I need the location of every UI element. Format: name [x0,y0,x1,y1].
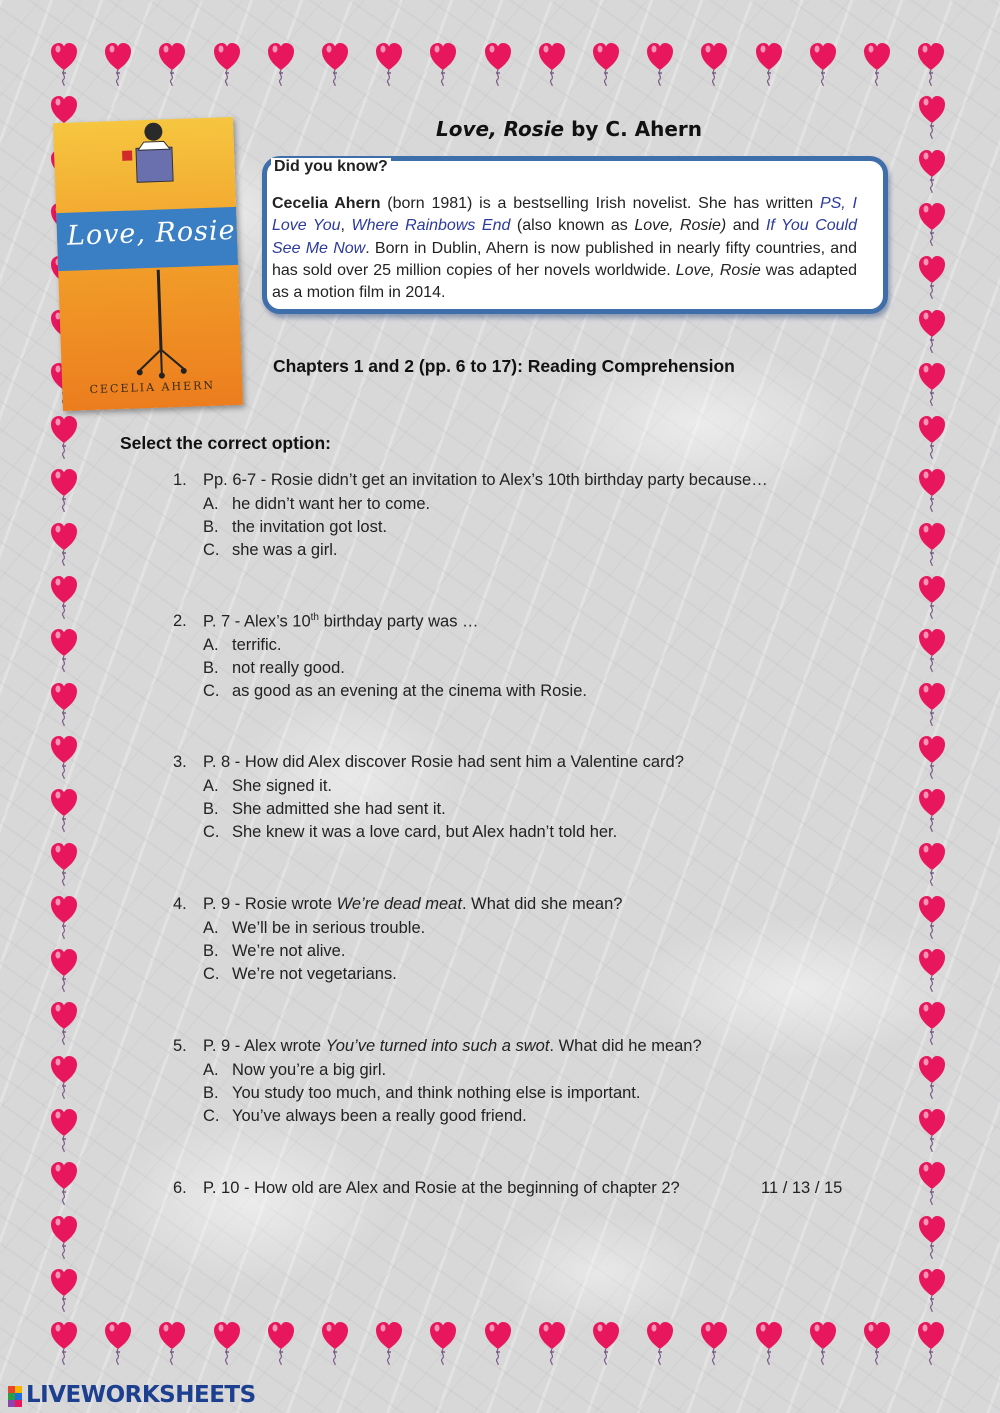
liveworksheets-logo[interactable]: LIVEWORKSHEETS [26,1382,256,1408]
heart-balloon-icon [863,1321,891,1365]
stem-part: P. 9 - Alex wrote [203,1037,326,1055]
option-c[interactable] [203,823,617,842]
heart-balloon-icon [918,1108,946,1152]
option-text: the invitation got lost. [232,518,388,536]
option-letter: C. [203,1107,220,1125]
film-title: Love, Rosie [675,261,761,279]
heart-balloon-icon [50,895,78,939]
heart-balloon-icon [50,1268,78,1312]
heart-balloon-icon [863,42,891,86]
heart-balloon-icon [646,42,674,86]
instructions: Select the correct option: [120,433,332,453]
option-letter: C. [203,823,220,841]
woman-figure-icon [113,118,196,211]
option-text: terrific. [232,636,282,654]
option-text: he didn’t want her to come. [232,495,431,513]
heart-balloon-icon [50,468,78,512]
author-name: Cecelia Ahern [272,195,381,212]
heart-balloon-icon [917,1321,945,1365]
heart-balloon-icon [321,1321,349,1365]
option-text: Now you’re a big girl. [232,1061,387,1079]
heart-balloon-icon [809,42,837,86]
heart-balloon-icon [50,415,78,459]
question-stem [203,612,479,632]
heart-balloon-icon [50,1055,78,1099]
option-text: She signed it. [232,777,332,795]
heart-balloon-icon [918,575,946,619]
stem-superscript: th [310,612,319,623]
option-b[interactable] [203,518,387,537]
question-stem [203,895,622,914]
option-a[interactable] [203,495,430,514]
heart-balloon-icon [592,42,620,86]
heart-balloon-icon [104,1321,132,1365]
did-you-know-text [272,193,857,304]
page-title [436,117,702,141]
option-text: We’re not alive. [232,942,346,960]
cover-title: Love, Rosie [66,214,237,252]
heart-balloon-icon [321,42,349,86]
heart-balloon-icon [484,1321,512,1365]
text-span: (born 1981) is a bestselling Irish novelist. She has written [380,195,820,212]
stem-part: . What did she mean? [461,895,623,913]
text-span: . Born in Dublin, Ahern is now published in nearly fifty countries, and has sold over 25 million copies of her novels worldwide. [272,239,858,279]
option-letter: A. [203,1061,219,1079]
option-text: We’ll be in serious trouble. [232,919,426,937]
heart-balloon-icon [213,42,241,86]
heart-balloon-icon [213,1321,241,1365]
heart-balloon-icon [918,1215,946,1259]
heart-balloon-icon [267,42,295,86]
option-letter: C. [203,682,220,700]
heart-balloon-icon [50,1215,78,1259]
heart-balloon-icon [375,42,403,86]
heart-balloon-icon [918,895,946,939]
heart-balloon-icon [429,42,457,86]
option-c[interactable] [203,1107,527,1126]
heart-balloon-icon [50,1001,78,1045]
option-letter: A. [203,636,219,654]
heart-balloon-icon [429,1321,457,1365]
book-title: Love, Rosie) [634,217,727,235]
heart-balloon-icon [918,948,946,992]
option-letter: B. [203,800,219,818]
book-cover-image [53,117,243,411]
question-number: 6. [173,1179,187,1197]
heart-balloon-icon [50,842,78,886]
heart-balloon-icon [375,1321,403,1365]
heart-balloon-icon [918,415,946,459]
stem-quote: We’re dead meat [336,895,462,913]
heart-balloon-icon [918,95,946,139]
book-title: PS, I Love You [272,195,857,235]
heart-balloon-icon [50,948,78,992]
option-text: We’re not vegetarians. [232,965,397,983]
stem-part: P. 9 - Rosie wrote [203,895,337,913]
text-span: and [726,217,766,235]
option-text: You’ve always been a really good friend. [232,1107,527,1125]
heart-balloon-icon [50,1321,78,1365]
stem-part: . What did he mean? [549,1037,702,1055]
question-stem [203,1037,702,1056]
heart-balloon-icon [918,522,946,566]
liveworksheets-badge-icon [8,1386,22,1408]
option-b[interactable] [203,800,446,819]
book-title: If You Could See Me Now [272,217,858,257]
option-letter: B. [203,942,219,960]
text-span: was adapted as a motion film in 2014. [272,261,858,302]
option-letter: C. [203,965,220,983]
heart-balloon-icon [50,522,78,566]
option-text: as good as an evening at the cinema with Rosie. [232,682,587,700]
heart-balloon-icon [918,682,946,726]
heart-balloon-icon [538,1321,566,1365]
question-number: 3. [173,753,187,771]
heart-balloon-icon [918,255,946,299]
did-you-know-label: Did you know? [271,158,391,176]
heart-balloon-icon [755,1321,783,1365]
question-number: 2. [173,612,187,630]
option-letter: A. [203,919,219,937]
option-text: She knew it was a love card, but Alex hadn’t told her. [232,823,618,841]
heart-balloon-icon [918,788,946,832]
text-span: , [340,217,352,235]
heart-balloon-icon [918,1001,946,1045]
option-c[interactable] [203,965,397,984]
option-letter: A. [203,777,219,795]
question-number: 4. [173,895,187,913]
heart-balloon-icon [917,42,945,86]
heart-balloon-icon [918,842,946,886]
stem-quote: You’ve turned into such a swot [325,1037,550,1055]
option-letter: B. [203,518,219,536]
option-a[interactable] [203,777,332,796]
heart-balloon-icon [267,1321,295,1365]
heart-balloon-icon [809,1321,837,1365]
heart-balloon-icon [918,1268,946,1312]
heart-balloon-icon [918,735,946,779]
heart-balloon-icon [50,628,78,672]
question-number: 1. [173,471,187,489]
stool-icon [128,269,192,381]
stem-part: birthday party was … [318,612,479,631]
option-text: she was a girl. [232,541,338,559]
option-text: She admitted she had sent it. [232,800,446,818]
option-letter: C. [203,541,220,559]
heart-balloon-icon [918,149,946,193]
heart-balloon-icon [700,42,728,86]
heart-balloon-icon [918,628,946,672]
heart-balloon-icon [158,1321,186,1365]
heart-balloon-icon [50,682,78,726]
option-a[interactable] [203,919,425,938]
title-book: Love, Rosie [436,117,565,141]
stem-part: P. 7 - Alex’s 10 [203,612,311,631]
question-stem: Pp. 6-7 - Rosie didn’t get an invitation to Alex’s 10th birthday party because… [203,471,768,489]
option-b[interactable] [203,659,345,678]
heart-balloon-icon [755,42,783,86]
option-letter: B. [203,659,219,677]
section-subtitle: Chapters 1 and 2 (pp. 6 to 17): Reading Comprehension [273,356,735,376]
question-number: 5. [173,1037,187,1055]
title-author: by C. Ahern [564,117,703,141]
question-stem: P. 10 - How old are Alex and Rosie at the beginning of chapter 2? [203,1179,680,1197]
heart-balloon-icon [918,309,946,353]
option-c[interactable] [203,682,587,701]
text-span: (also known as [510,217,635,235]
heart-balloon-icon [918,1055,946,1099]
option-b[interactable] [203,942,345,961]
option-letter: A. [203,495,219,513]
heart-balloon-icon [592,1321,620,1365]
heart-balloon-icon [158,42,186,86]
heart-balloon-icon [50,575,78,619]
age-choices[interactable]: 11 / 13 / 15 [761,1179,843,1197]
option-c[interactable] [203,541,337,560]
option-text: You study too much, and think nothing else is important. [232,1084,641,1102]
heart-balloon-icon [50,1108,78,1152]
question-stem: P. 8 - How did Alex discover Rosie had sent him a Valentine card? [203,753,684,771]
heart-balloon-icon [918,1161,946,1205]
book-title: Where Rainbows End [351,217,511,235]
heart-balloon-icon [50,788,78,832]
heart-balloon-icon [538,42,566,86]
heart-balloon-icon [918,362,946,406]
heart-balloon-icon [700,1321,728,1365]
option-a[interactable] [203,636,282,655]
heart-balloon-icon [104,42,132,86]
heart-balloon-icon [484,42,512,86]
option-b[interactable] [203,1084,640,1103]
heart-balloon-icon [50,42,78,86]
cover-author: CECELIA AHERN [89,378,216,397]
heart-balloon-icon [646,1321,674,1365]
option-a[interactable] [203,1061,386,1080]
option-letter: B. [203,1084,219,1102]
heart-balloon-icon [50,1161,78,1205]
heart-balloon-icon [918,202,946,246]
heart-balloon-icon [918,468,946,512]
heart-balloon-icon [50,735,78,779]
option-text: not really good. [232,659,345,677]
